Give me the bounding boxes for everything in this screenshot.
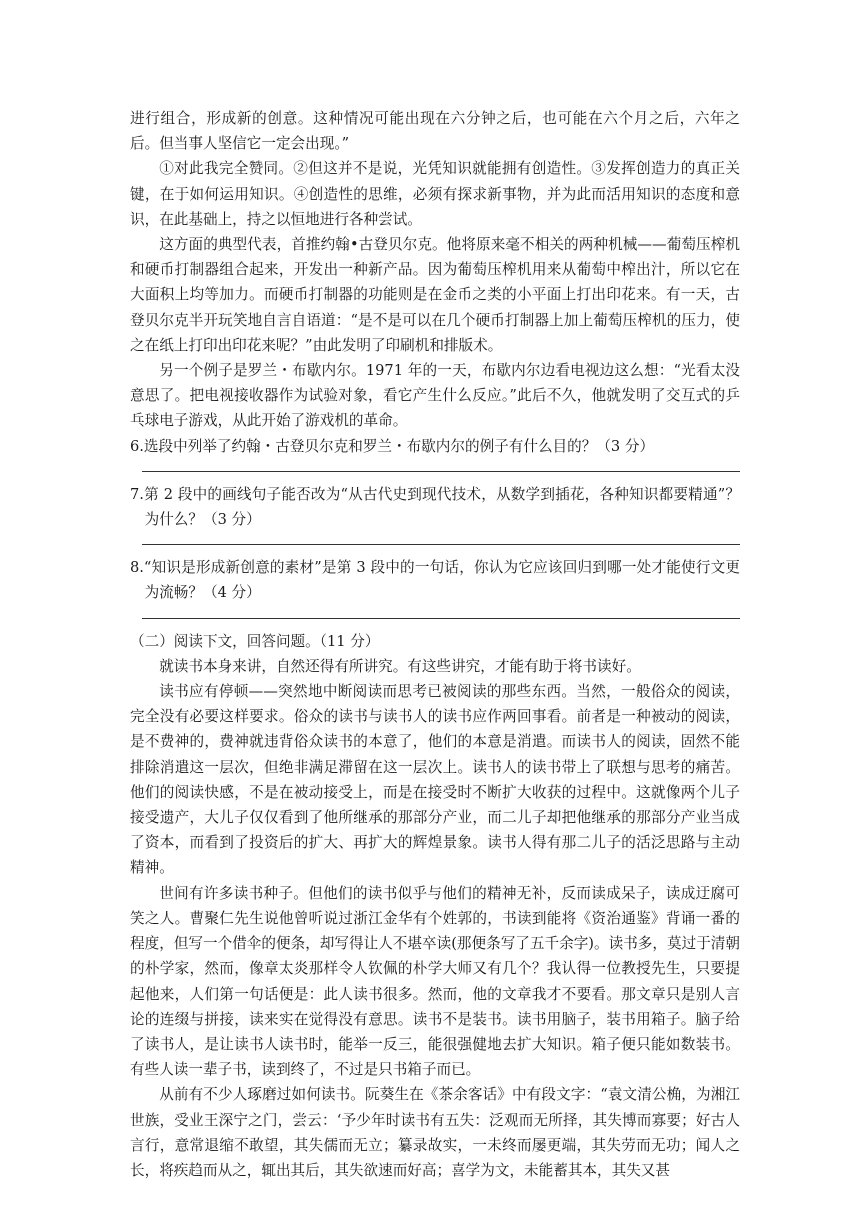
answer-line[interactable]	[142, 544, 740, 545]
passage-paragraph: ①对此我完全赞同。②但这并不是说，光凭知识就能拥有创造性。③发挥创造力的真正关键，在于如何运用知识。④创造性的思维，必须有探求新事物，并为此而活用知识的态度和意识，在此基础上，持之以恒地进行各种尝试。	[130, 160, 740, 228]
question-8: 8.“知识是形成新创意的素材”是第 3 段中的一句话，你认为它应该回归到哪一处才能使行文更为流畅？（4 分）	[130, 559, 740, 602]
passage-paragraph: 另一个例子是罗兰・布歇内尔。1971 年的一天，布歇内尔边看电视边这么想：“光看太没意思了。把电视接收器作为试验对象，看它产生什么反应。”此后不久，他就发明了交互式的乒乓球电子游戏，从此开始了游戏机的革命。	[130, 362, 740, 430]
passage-paragraph: 这方面的典型代表，首推约翰•古登贝尔克。他将原来毫不相关的两种机械——葡萄压榨机和硬币打制器组合起来，开发出一种新产品。因为葡萄压榨机用来从葡萄中榨出汁，所以它在大面积上均等加力。而硬币打制器的功能则是在金币之类的小平面上打出印花来。有一天，古登贝尔克半开玩笑地自言自语道：“是不是可以在几个硬币打制器上加上葡萄压榨机的压力，使之在纸上打印出印花来呢？”由此发明了印刷机和排版术。	[130, 236, 740, 354]
answer-line[interactable]	[142, 618, 740, 619]
question-7: 7.第 2 段中的画线句子能否改为“从古代史到现代技术，从数学到插花，各种知识都要精通”？为什么？（3 分）	[130, 485, 740, 529]
passage-paragraph: 读书应有停顿——突然地中断阅读而思考已被阅读的那些东西。当然，一般俗众的阅读，完全没有必要这样要求。俗众的读书与读书人的读书应作两回事看。前者是一种被动的阅读，是不费神的，费神就违背俗众读书的本意了，他们的本意是消遣。而读书人的阅读，固然不能排除消遣这一层次，但绝非满足滞留在这一层次上。读书人的读书带上了联想与思考的痛苦。他们的阅读快感，不是在被动接受上，而是在接受时不断扩大收获的过程中。这就像两个儿子接受遗产，大儿子仅仅看到了他所继承的那部分产业，而二儿子却把他继承的那部分产业当成了资本，而看到了投资后的扩大、再扩大的辉煌景象。读书人得有那二儿子的活泛思路与主动精神。	[130, 683, 740, 877]
document-page	[130, 106, 740, 1183]
passage-paragraph: 世间有许多读书种子。但他们的读书似乎与他们的精神无补，反而读成呆子，读成迂腐可笑之人。曹聚仁先生说他曾听说过浙江金华有个姓郭的，书读到能将《资治通鉴》背诵一番的程度，但写一个借伞的便条，却写得让人不堪卒读(那便条写了五千余字)。读书多，莫过于清朝的朴学家，然而，像章太炎那样令人钦佩的朴学大师又有几个？我认得一位教授先生，只要提起他来，人们第一句话便是：此人读书很多。然而，他的文章我才不要看。那文章只是别人言论的连缀与拼接，读来实在觉得没有意思。读书不是装书。读书用脑子，装书用箱子。脑子给了读书人，是让读书人读书时，能举一反三，能很强健地去扩大知识。箱子便只能如数装书。有些人读一辈子书，读到终了，不过是只书箱子而已。	[130, 884, 740, 1079]
section-heading: （二）阅读下文，回答问题。（11 分）	[130, 632, 380, 650]
answer-line[interactable]	[142, 471, 740, 472]
passage-paragraph: 从前有不少人琢磨过如何读书。阮葵生在《茶余客话》中有段文字：“袁文清公桷，为湘江世族，受业王深宁之门，尝云：‘予少年时读书有五失：泛观而无所择，其失博而寡要；好古人言行，意常退缩不敢望，其失儒而无立；纂录故实，一未终而屡更端，其失劳而无功；闻人之长，将疾趋而从之，辄出其后，其失欲速而好高；喜学为文，未能蓄其本，其失又甚	[130, 1086, 740, 1179]
passage-paragraph: 就读书本身来讲，自然还得有所讲究。有这些讲究，才能有助于将书读好。	[159, 657, 641, 675]
passage-paragraph: 进行组合，形成新的创意。这种情况可能出现在六分钟之后，也可能在六个月之后，六年之后。但当事人坚信它一定会出现。”	[130, 110, 740, 153]
question-6: 6.选段中列举了约翰・古登贝尔克和罗兰・布歇内尔的例子有什么目的？（3 分）	[130, 437, 655, 455]
